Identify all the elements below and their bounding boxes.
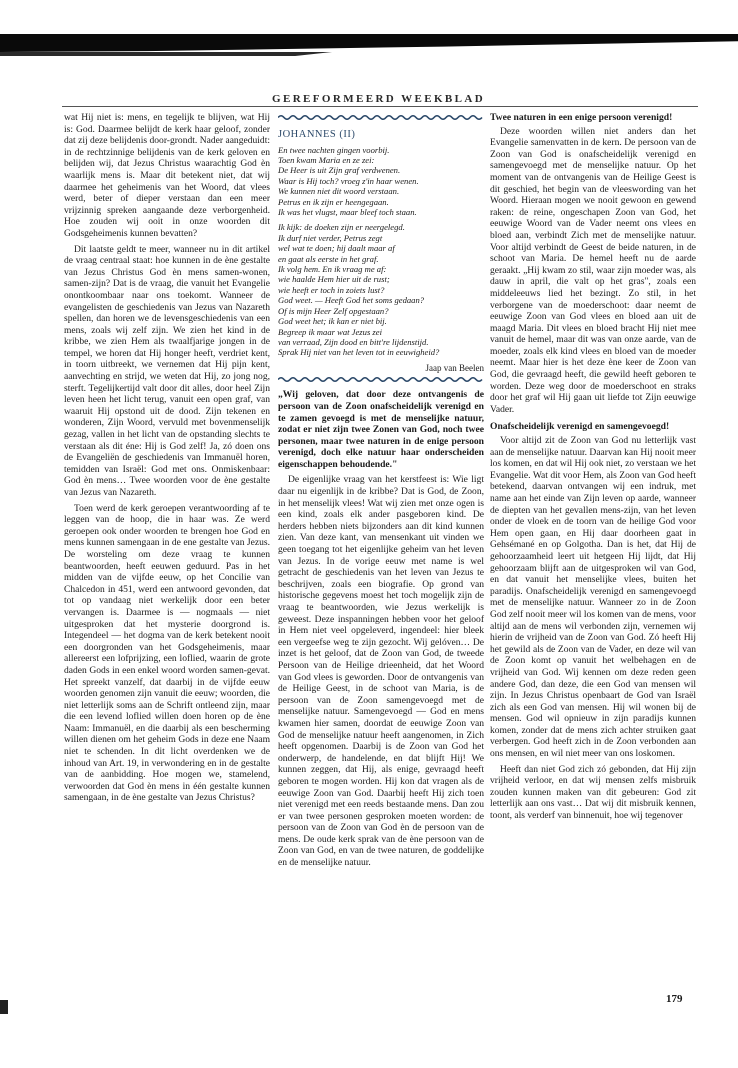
ornament-wave-bottom (278, 376, 484, 383)
poem-line: Ik was het vlugst, maar bleef toch staan. (278, 207, 417, 218)
poem-line: Begreep ik maar wat Jezus zei (278, 326, 382, 337)
journal-header: GEREFORMEERD WEEKBLAD (272, 93, 486, 105)
paragraph: wat Hij niet is: mens, en tegelijk te blijven, wat Hij is: God. Daarmee belijdt de kerk haar geloof, zonder dat zij deze belijdenis door-grondt. Nader aangeduidt: in de rechtzinnige belijdenis van de kerk geloven en belijden wij, dat Jezus Christus waarachtig God èn waarlijk mens is. Maar dit betekent niet, dat wij daarmee het geheimenis van het Woord, dat vlees werd, beter of dieper verstaan dan een meer vrijzinnig spreken aangaande deze verborgenheid. Hoe zouden wij ooit in onze woorden dit Godsgeheimenis kunnen bevatten? (64, 112, 270, 239)
ornament-wave-top (278, 114, 484, 121)
poem-title: JOHANNES (II) (278, 129, 356, 140)
poem-line: Ik durf niet verder, Petrus zegt (278, 232, 383, 243)
poem-line: God weet het; ik kan er niet bij. (278, 316, 387, 327)
column-right (490, 112, 696, 822)
poem-line: Petrus en ik zijn er heengegaan. (278, 196, 389, 207)
poem-stanza-1 (278, 145, 484, 218)
column-middle (278, 112, 484, 869)
lead-heading: Twee naturen in een enige persoon verenigd! (490, 112, 673, 123)
paragraph: Voor altijd zit de Zoon van God nu letterlijk vast aan de menselijke natuur. Daarvan kan Hij nooit meer los komen, en dat wil Hij ook niet, zo verstaan we het Evangelie. Wat dit voor Hem, als Zoon van God heeft betekend, daarvan ontvangen wij een indruk, met name aan het einde van Zijn leven op aarde, wanneer de diepten van het gevallen mens-zijn, van het leven onder de vloek en de toorn van de heilige God voor Hem open gaan, en Hij daar doorheen gaat in Gehsémané en op Golgotha. Dan is het, dat Hij de gehoorzaamheid leert uit hetgeen Hij lijdt, dat Hij gehoorzaam blijft aan de uitgesproken wil van God, en dat vanuit het menselijke vlees, buiten het paradijs. Onafscheidelijk verenigd en samengevoegd met de menselijke natuur. Wanneer zo in de Zoon God zelf nooit meer wil los komen van de mens, voor altijd aan de mens wil verbonden zijn, vernemen wij hierin de vrijheid van de Zoon van God. Zó heeft Hij het gewild als de Zoon van de Vader, en deze wil van de Zoon komt op vanuit het welbehagen en de vrijheid van God. Wij kennen om deze reden geen andere God, dan deze, die een God van mensen wil zijn. In Jezus Christus openbaart de God van Israël zich als een God van mensen. Hij wil wonen bij de mensen. God wil opnieuw in zijn paradijs kunnen komen, zonder dat de mens zich achter struiken gaat verbergen. God heeft zich in de Zoon verbonden aan ons mensen, en wil niet meer van ons loskomen. (490, 435, 696, 760)
poem-author: Jaap van Beelen (425, 362, 484, 373)
poem-line: Of is mijn Heer Zelf opgestaan? (278, 305, 389, 316)
column-left (64, 112, 270, 804)
scan-margin-mark (0, 1000, 8, 1014)
paragraph: De eigenlijke vraag van het kerstfeest is: Wie ligt daar nu eigenlijk in de kribbe? Dat is God, de Zoon, in het menselijk vlees! Wat wij zien met onze ogen is een kind, zoals elk ander pasgeboren kind. De herders hebben niets bijzonders aan dit kind kunnen zien. Van deze kant, van mensenkant uit vinden we geen toegang tot het eigenlijke geheim van het leven van Jezus. In de vorige eeuw met name is wel getracht de geschiedenis van het leven van Jezus te beschrijven, zoals een biografie. Op grond van historische gegevens moest het toch mogelijk zijn de vraag te beantwoorden, wie Jezus werkelijk is geweest. Deze inspanningen hebben voor het geloof in Hem niet veel opgeleverd, ingendeel: hier bleek een vergeefse weg te zijn gezocht. Wij gelóven… De inzet is het geloof, dat de Zoon van God, de tweede Persoon van de Heilige drieenheid, dat het Woord van God vlees is geworden. Door de ontvangenis van de Heilige Geest, in de schoot van Maria, is de persoon van de Zoon samengevoegd met de menselijke natuur. Samengevoegd — God en mens kwamen hier samen, doordat de eeuwige Zoon van God de menselijke natuur heeft aangenomen, in Zich heeft opgenomen. Daarbij is de Zoon van God het onderwerp, de handelende, en dat blijft Hij! We kunnen zeggen, dat Hij, als enige, gevraagd heeft geboren te mogen worden. Hij kon dat vragen als de eeuwige Zoon van God. Daarbij heeft Hij zich toen niet verenigd met een reeds bestaande mens. Dan zou er van twee personen gesproken moeten worden: de persoon van de Zoon van God èn de persoon van de mens. De oude kerk sprak van de ène persoon van de Zoon van God, en van de twee naturen, de goddelijke en de menselijke natuur. (278, 474, 484, 869)
poem-line: Waar is Hij toch? vroeg z'in haar wenen. (278, 175, 419, 186)
scan-edge-band-lower (0, 52, 738, 56)
paragraph: Deze woorden willen niet anders dan het Evangelie samenvatten in de kern. De persoon van de Zoon van God is onafscheidelijk verenigd en samengevoegd met de menselijke natuur. Op het moment van de ontvangenis van de Heilige Geest is dit geschied, het begin van de vleeswording van het Woord. Hieraan mogen we nooit gewoon en gewend raken: de reine, ongeschapen Zoon van God, het eeuwige Woord van de Vader neemt ons vlees en bloed aan, verbindt Zich met de menselijke natuur. Voor altijd verbindt de Geest de beide naturen, in de schoot van Maria. De hemel heeft nu de aarde geraakt. „Hij kwam zo stil, waar zijn moeder was, als dauw in april, die valt op het gras", zoals een middeleeuws lied het bezingt. Zo stil, in het verborgene van de moederschoot: daar neemt de eeuwige Zoon van God vlees en bloed aan uit de maagd Maria. Dit vlees en bloed bracht Hij niet mee vanuit de hemel, maar dit was van onze aarde, van de moeder, zoals elk kind vlees en bloed van de moeder neemt. Maar hier is het deze ène keer de Zoon van God, die gevraagd heeft, die gewild heeft geboren te worden. Deze weg door de moederschoot en straks door het graf wil Hij gaan uit liefde tot Zijn eeuwige Vader. (490, 125, 696, 415)
header-rule (62, 106, 698, 107)
poem-line: Sprak Hij niet van het leven tot in eeuwigheid? (278, 347, 440, 358)
confession-quote: „Wij geloven, dat door deze ontvangenis de persoon van de Zoon onafscheidelijk verenigd en te zamen gevoegd is met de menselijke natuur, zodat er niet zijn twee Zonen van God, noch twee personen, maar twee naturen in de enige persoon verenigd, doch elke natuur haar onderscheiden eigenschappen behoudende." (278, 389, 484, 470)
poem (278, 145, 484, 358)
poem-line: wel wat te doen; hij daalt maar af (278, 243, 395, 254)
scan-edge-band (0, 34, 738, 52)
poem-line: en gaat als eerste in het graf. (278, 253, 379, 264)
section-heading: Onafscheidelijk verenigd en samengevoegd! (490, 421, 670, 433)
poem-line: van verraad, Zijn dood en bitt're lijdenstijd. (278, 336, 429, 347)
paragraph: Heeft dan niet God zich zó gebonden, dat Hij zijn vrijheid verloor, en dat wij mensen zelfs misbruik zouden kunnen maken van dit gebeuren: God zit letterlijk aan ons vast… Dat wij dit misbruik kennen, toont, als verderf van binnenuit, hoe wij tegenover (490, 763, 696, 822)
poem-line: Ik volg hem. En ik vraag me af: (278, 264, 387, 275)
paragraph: Toen werd de kerk geroepen verantwoording af te leggen van de hoop, die in haar was. Ze werd geroepen ook onder woorden te brengen hoe God en mens kunnen samengaan in de ene gestalte van Jezus. De worsteling om deze vraag te kunnen beantwoorden, heeft eeuwen geduurd. Pas in het midden van de vijfde eeuw, op het Concilie van Chalcedon in 451, werd een antwoord gevonden, dat tot op vandaag niet werkelijk door een beter vervangen is. Daarmee is — nogmaals — niet uitgesproken dat het mysterie doorgrond is. Integendeel — het dogma van de kerk betekent nooit een doorgronden van het Godsgeheimenis, maar allereerst een lofprijzing, een loflied, waarin de grote daden Gods in een enkel woord worden samen-gevat. Het spreekt vanzelf, dat daarbij in de vijfde eeuw woorden genomen zijn vanuit die eeuw; woorden, die niet letterlijk soms aan de Schrift ontleend zijn, maar die een levend loflied willen doen horen op de ène Naam: Immanuël, en die daarbij als een bescherming willen dienen om het geheim Gods in deze ene Naam niet te schenden. In dit licht overdenken we de inhoud van Art. 19, in verwondering en in de gestalte van de aanbidding. Hoe mogen we, stamelend, verwoorden dat God èn mens in één gestalte kunnen samengaan, in de ène gestalte van Jezus Christus? (64, 502, 270, 804)
page-number: 179 (666, 993, 683, 1005)
poem-line: God weet. — Heeft God het soms gedaan? (278, 295, 425, 306)
poem-line: wie heeft er toch in zoiets lust? (278, 284, 385, 295)
poem-line: En twee nachten gingen voorbij. (278, 144, 390, 155)
poem-stanza-2 (278, 222, 484, 357)
poem-line: We kunnen niet dit woord verstaan. (278, 186, 400, 197)
poem-line: De Heer is uit Zijn graf verdwenen. (278, 165, 401, 176)
poem-line: wie haalde Hem hier uit de rust; (278, 274, 390, 285)
poem-line: Ik kijk: de doeken zijn er neergelegd. (278, 222, 405, 233)
paragraph: Dit laatste geldt te meer, wanneer nu in dit artikel de vraag centraal staat: hoe kunnen in de ène gestalte van Jezus Christus God èn mens samen-wonen, samen-zijn? Dat is de vraag, die vanuit het Evangelie onontkoombaar naar ons toekomt. Wanneer de evangelisten de geschiedenis van Jezus van Nazareth spellen, dan horen we de levensgeschiedenis van een mens, zoals wij zelf zijn. We zien het kind in de kribbe, we zien Hem als twaalfjarige jongen in de tempel, we horen dat Hij honger heeft, verdriet kent, in toorn uitbreekt, we vernemen dat Hij pijn kent, aanvechting en strijd, we weten dat Hij, zo jong nog, sterft. Tegelijkertijd valt door dit alles, door heel Zijn leven heen het licht terug, vanuit een open graf, van waaruit Hij opstond uit de dood. Zijn tekenen en wonderen, Zijn Woord, vervuld met bovenmenselijk gezag, vallen in het licht van de opstanding slechts te verstaan als dit éne: Hij is God zelf! Ja, zó doen ons de Evangeliën de geschiedenis van Immanuël horen, temidden van Israël: God met ons. Onmiskenbaar: God èn mens… Twee woorden voor de ène gestalte van Jezus van Nazareth. (64, 243, 270, 498)
poem-line: Toen kwam Maria en ze zei: (278, 155, 375, 165)
